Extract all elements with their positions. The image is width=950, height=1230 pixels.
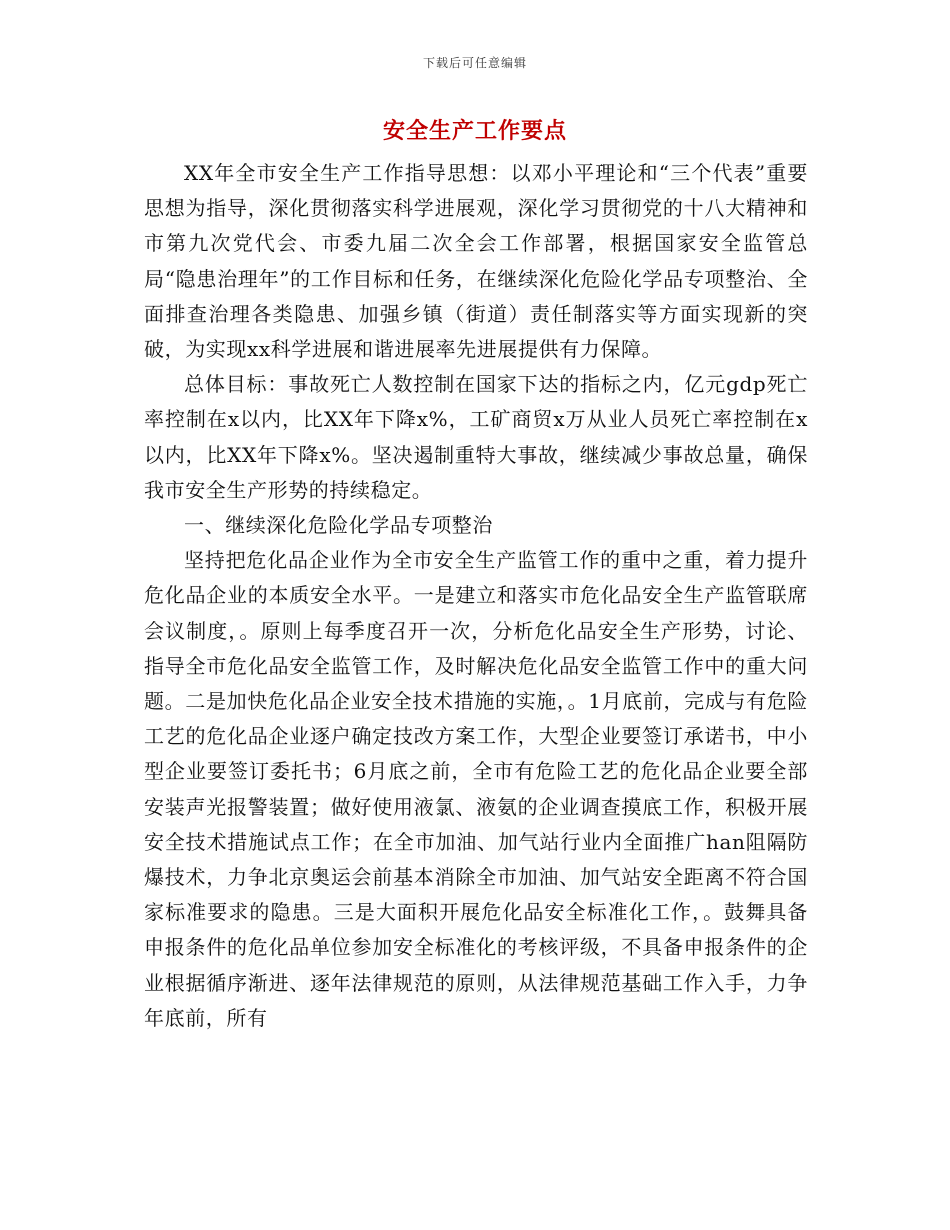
- paragraph-overall-goal: 总体目标：事故死亡人数控制在国家下达的指标之内，亿元gdp死亡率控制在x以内，比XX年下降x%，工矿商贸x万从业人员死亡率控制在x以内，比XX年下降x%。坚决遏制重特大事故，继续减少事故总量，确保我市安全生产形势的持续稳定。: [144, 372, 808, 502]
- document-body: [144, 156, 808, 1036]
- paragraph-hazardous-chemicals: 坚持把危化品企业作为全市安全生产监管工作的重中之重，着力提升危化品企业的本质安全水平。一是建立和落实市危化品安全生产监管联席会议制度，。原则上每季度召开一次，分析危化品安全生产形势，讨论、指导全市危化品安全监管工作，及时解决危化品安全监管工作中的重大问题。二是加快危化品企业安全技术措施的实施，。1月底前，完成与有危险工艺的危化品企业逐户确定技改方案工作，大型企业要签订承诺书，中小型企业要签订委托书；6月底之前，全市有危险工艺的危化品企业要全部安装声光报警装置；做好使用液氯、液氨的企业调查摸底工作，积极开展安全技术措施试点工作；在全市加油、加气站行业内全面推广han阻隔防爆技术，力争北京奥运会前基本消除全市加油、加气站安全距离不符合国家标准要求的隐患。三是大面积开展危化品安全标准化工作，。鼓舞具备申报条件的危化品单位参加安全标准化的考核评级，不具备申报条件的企业根据循序渐进、逐年法律规范的原则，从法律规范基础工作入手，力争年底前，所有: [144, 548, 808, 1030]
- header-note: 下载后可任意编辑: [422, 56, 527, 70]
- page-title: 安全生产工作要点: [382, 118, 567, 144]
- section-heading-1: 一、继续深化危险化学品专项整治: [184, 513, 493, 538]
- paragraph-guiding-ideology: XX年全市安全生产工作指导思想：以邓小平理论和“三个代表”重要思想为指导，深化贯彻落实科学进展观，深化学习贯彻党的十八大精神和市第九次党代会、市委九届二次全会工作部署，根据国家安全监管总局“隐患治理年”的工作目标和任务，在继续深化危险化学品专项整治、全面排查治理各类隐患、加强乡镇（街道）责任制落实等方面实现新的突破，为实现xx科学进展和谐进展率先进展提供有力保障。: [144, 161, 808, 362]
